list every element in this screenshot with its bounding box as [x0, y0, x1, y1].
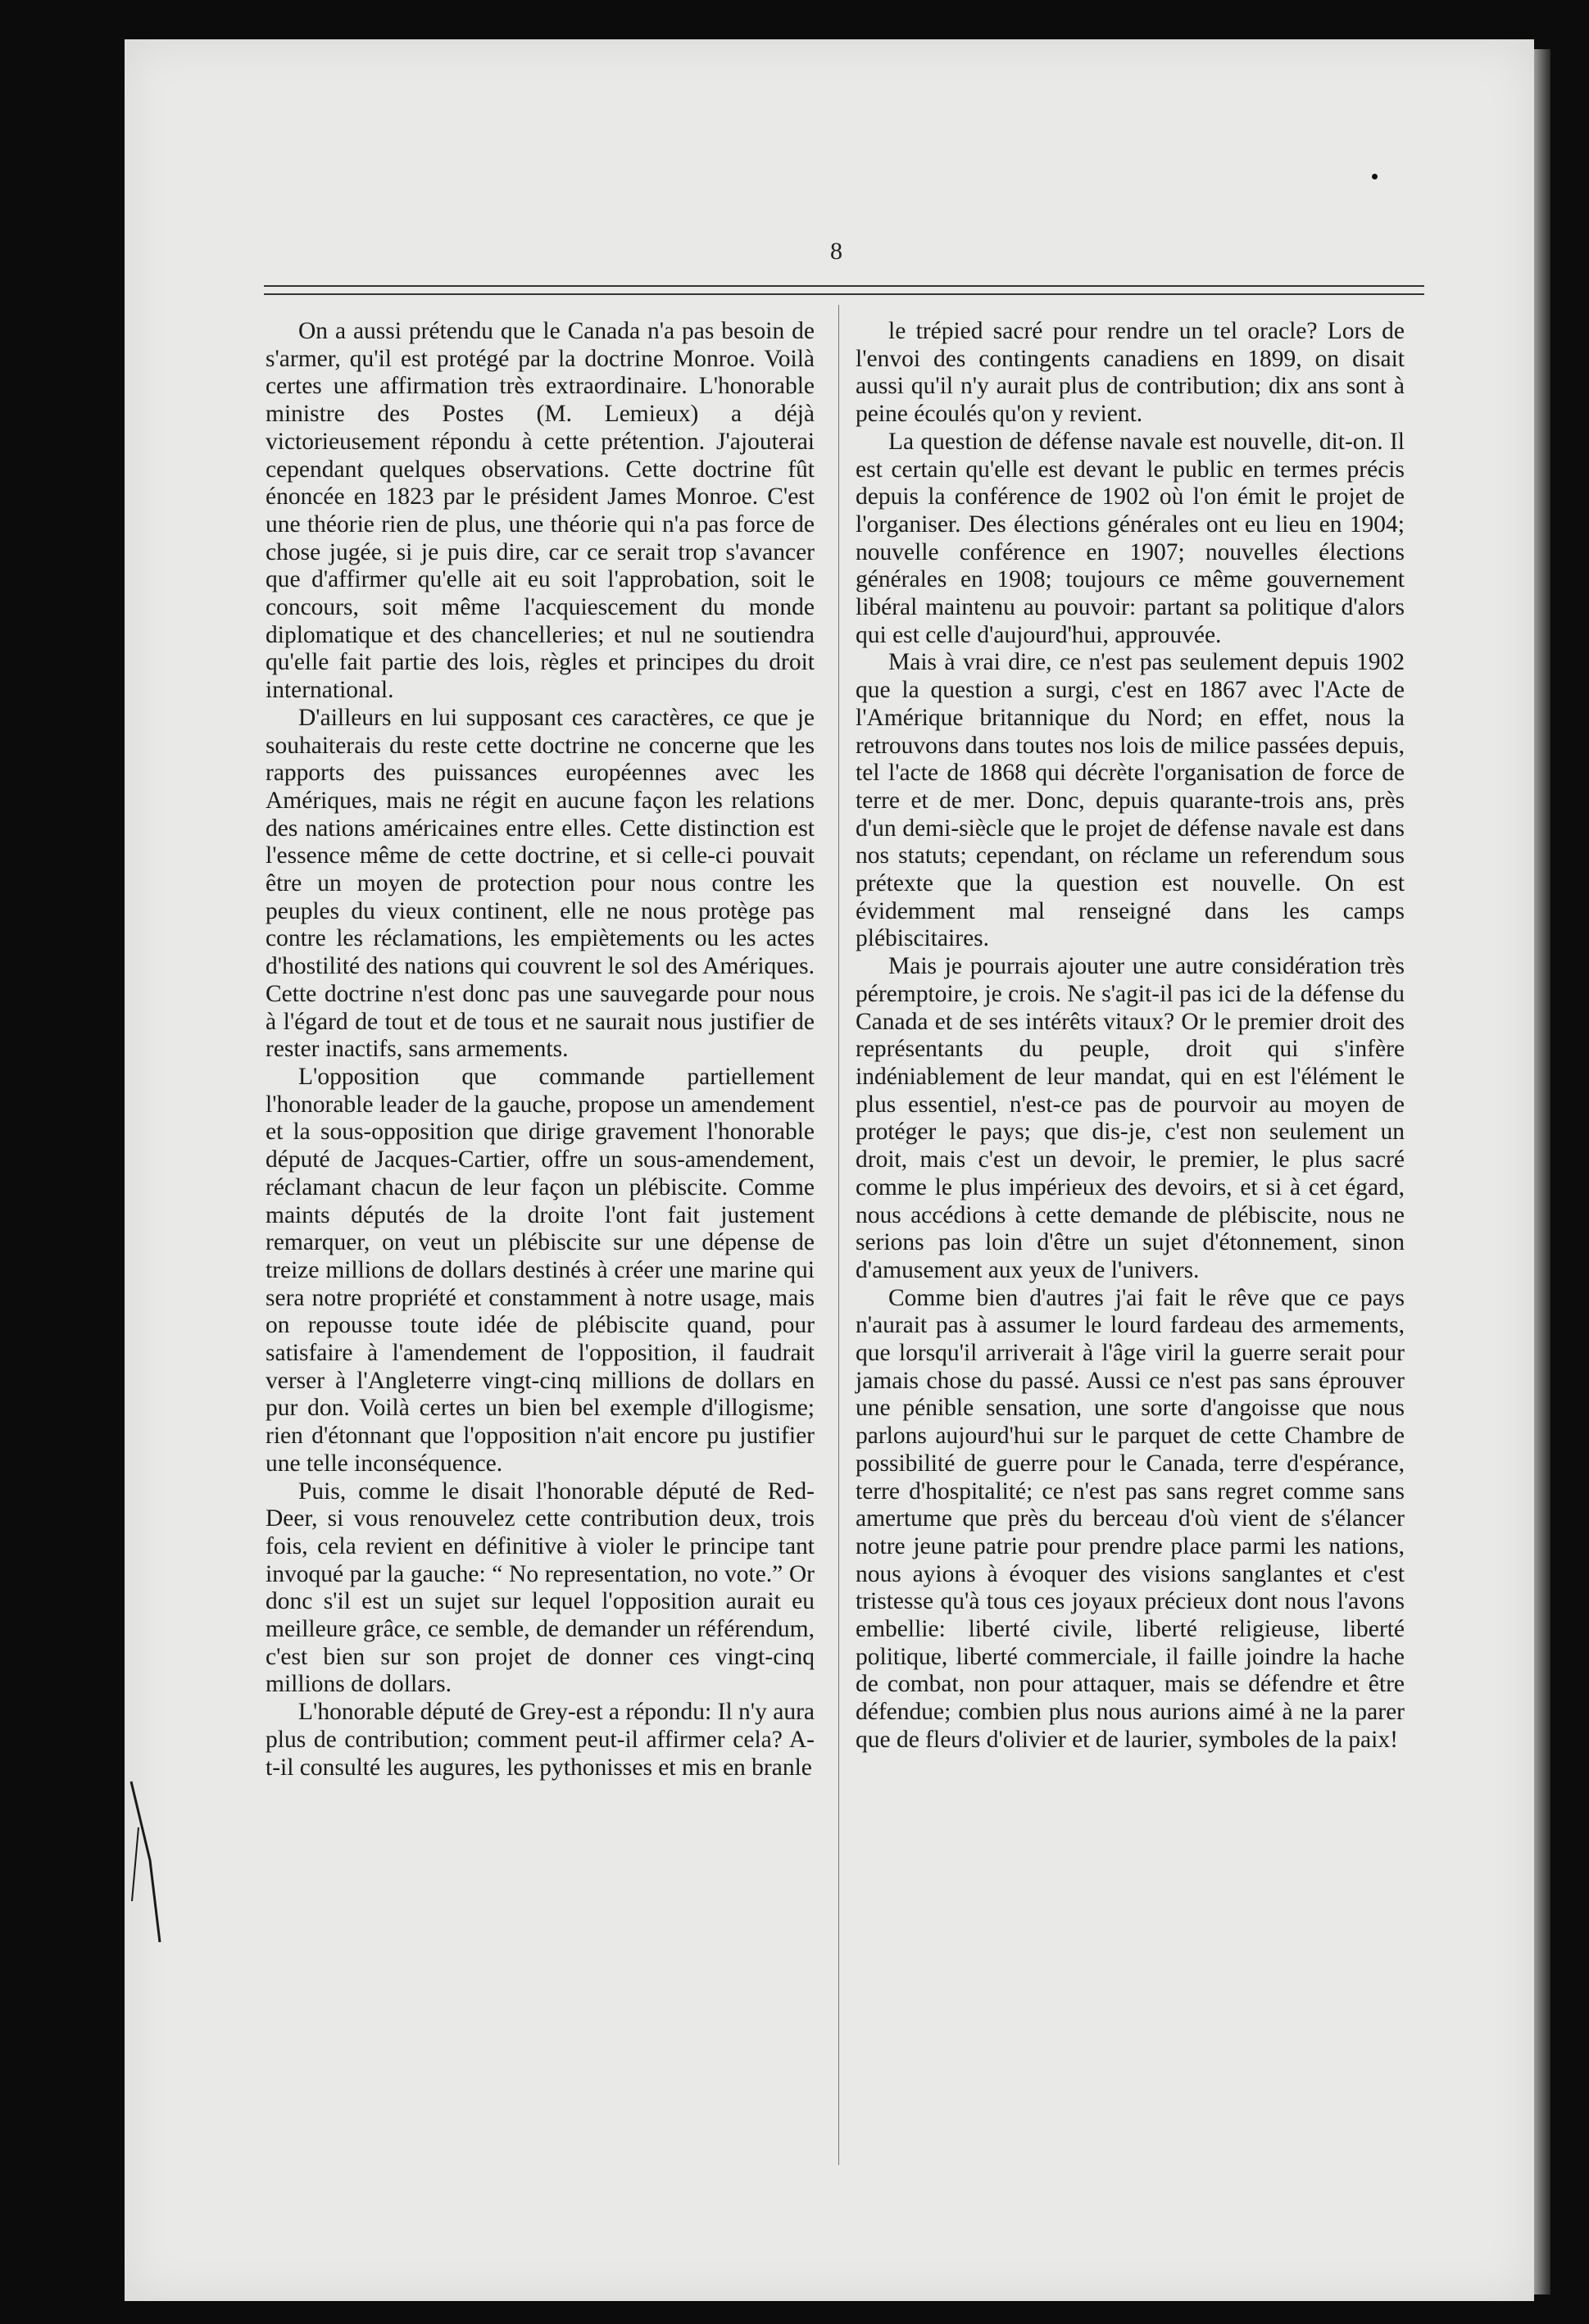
column-divider [838, 305, 839, 2165]
paragraph: Comme bien d'autres j'ai fait le rêve que ce pays n'aurait pas à assumer le lourd fardeau des armements, que lorsqu'il arriverait à l'âge viril la guerre serait pour jamais chose du passé. Aussi ce n'est pas sans éprouver une pénible sensation, une sorte d'angoisse que nous parlons aujourd'hui sur le parquet de cette Chambre de possibilité de guerre pour le Canada, terre d'espérance, terre d'hospitalité; ce n'est pas sans regret comme sans amertume que près du berceau d'où vient de s'élancer notre jeune patrie pour prendre place parmi les nations, nous ayions à évoquer des visions sanglantes et c'est tristesse qu'à tous ces joyaux précieux dont nous l'avons embellie: liberté civile, liberté religieuse, liberté politique, liberté commerciale, il faille joindre la hache de combat, non pour attaquer, mais se défendre et être défendue; combien plus nous aurions aimé à ne la parer que de fleurs d'olivier et de laurier, symboles de la paix! [856, 1284, 1405, 1753]
paragraph: L'opposition que commande partiellement l'honorable leader de la gauche, propose un amendement et la sous-opposition que dirige gravement l'honorable député de Jacques-Cartier, offre un sous-amendement, réclamant chacun de leur façon un plébiscite. Comme maints députés de la droite l'ont fait justement remarquer, on veut un plébiscite sur une dépense de treize millions de dollars destinés à créer une marine qui sera notre propriété et constamment à notre usage, mais on repousse toute idée de plébiscite quand, pour satisfaire à l'amendement de l'opposition, il faudrait verser à l'Angleterre vingt-cinq millions de dollars en pur don. Voilà certes un bien bel exemple d'illogisme; rien d'étonnant que l'opposition n'ait encore pu justifier une telle inconséquence. [266, 1063, 815, 1477]
paragraph: Puis, comme le disait l'honorable député de Red-Deer, si vous renouvelez cette contribution deux, trois fois, cela revient en définitive à violer le principe tant invoqué par la gauche: “ No representation, no vote.” Or donc s'il est un sujet sur lequel l'opposition aurait eu meilleure grâce, ce semble, de demander un référendum, c'est bien sur son projet de donner ces vingt-cinq millions de dollars. [266, 1477, 815, 1698]
ink-speck [1372, 174, 1378, 179]
paragraph: Mais à vrai dire, ce n'est pas seulement depuis 1902 que la question a surgi, c'est en 1867 avec l'Acte de l'Amérique britannique du Nord; en effet, nous la retrouvons dans toutes nos lois de milice passées depuis, tel l'acte de 1868 qui décrète l'organisation de force de terre et de mer. Donc, depuis quarante-trois ans, près d'un demi-siècle que le projet de défense navale est dans nos statuts; cependant, on réclame un referendum sous prétexte que la question est nouvelle. On est évidemment mal renseigné dans les camps plébiscitaires. [856, 649, 1405, 952]
left-column [266, 318, 815, 1782]
paragraph: La question de défense navale est nouvelle, dit-on. Il est certain qu'elle est devant le public en termes précis depuis la conférence de 1902 où l'on émit le projet de l'organiser. Des élections générales ont eu lieu en 1904; nouvelle conférence en 1907; nouvelles élections générales en 1908; toujours ce même gouvernement libéral maintenu au pouvoir: partant sa politique d'alors qui est celle d'aujourd'hui, approuvée. [856, 428, 1405, 648]
right-column [856, 318, 1405, 1754]
paragraph: le trépied sacré pour rendre un tel oracle? Lors de l'envoi des contingents canadiens en 1899, on disait aussi qu'il n'y aurait plus de contribution; dix ans sont à peine écoulés qu'on y revient. [856, 318, 1405, 428]
margin-pen-mark [127, 1778, 176, 1950]
page-number: 8 [830, 238, 842, 265]
header-rule-bottom [264, 293, 1424, 295]
header-rule-top [264, 285, 1424, 287]
paragraph: On a aussi prétendu que le Canada n'a pas besoin de s'armer, qu'il est protégé par la doctrine Monroe. Voilà certes une affirmation très extraordinaire. L'honorable ministre des Postes (M. Lemieux) a déjà victorieusement répondu à cette prétention. J'ajouterai cependant quelques observations. Cette doctrine fût énoncée en 1823 par le président James Monroe. C'est une théorie rien de plus, une théorie qui n'a pas force de chose jugée, si je puis dire, car ce serait trop s'avancer que d'affirmer qu'elle ait eu soit l'approbation, soit le concours, soit même l'acquiescement du monde diplomatique et des chancelleries; et nul ne soutiendra qu'elle fait partie des lois, règles et principes du droit international. [266, 318, 815, 704]
page-edge-shadow [1534, 49, 1550, 2294]
paragraph: Mais je pourrais ajouter une autre considération très péremptoire, je crois. Ne s'agit-il pas ici de la défense du Canada et de ses intérêts vitaux? Or le premier droit des représentants du peuple, droit qui s'infère indéniablement de leur mandat, qui en est l'élément le plus essentiel, n'est-ce pas de pourvoir au moyen de protéger le pays; que dis-je, c'est non seulement un droit, mais c'est un devoir, le premier, le plus sacré comme le plus impérieux des devoirs, et si à cet égard, nous accédions à cette demande de plébiscite, nous ne serions pas loin d'être un sujet d'étonnement, sinon d'amusement aux yeux de l'univers. [856, 953, 1405, 1283]
paragraph: D'ailleurs en lui supposant ces caractères, ce que je souhaiterais du reste cette doctrine ne concerne que les rapports des puissances européennes avec les Amériques, mais ne régit en aucune façon les relations des nations américaines entre elles. Cette distinction est l'essence même de cette doctrine, et si celle-ci pouvait être un moyen de protection pour nous contre les peuples du vieux continent, elle ne nous protège pas contre les réclamations, les empiètements ou les actes d'hostilité des nations qui couvrent le sol des Amériques. Cette doctrine n'est donc pas une sauvegarde pour nous à l'égard de tout et de tous et ne saurait nous justifier de rester inactifs, sans armements. [266, 704, 815, 1063]
paragraph: L'honorable député de Grey-est a répondu: Il n'y aura plus de contribution; comment peut-il affirmer cela? A-t-il consulté les augures, les pythonisses et mis en branle [266, 1699, 815, 1781]
